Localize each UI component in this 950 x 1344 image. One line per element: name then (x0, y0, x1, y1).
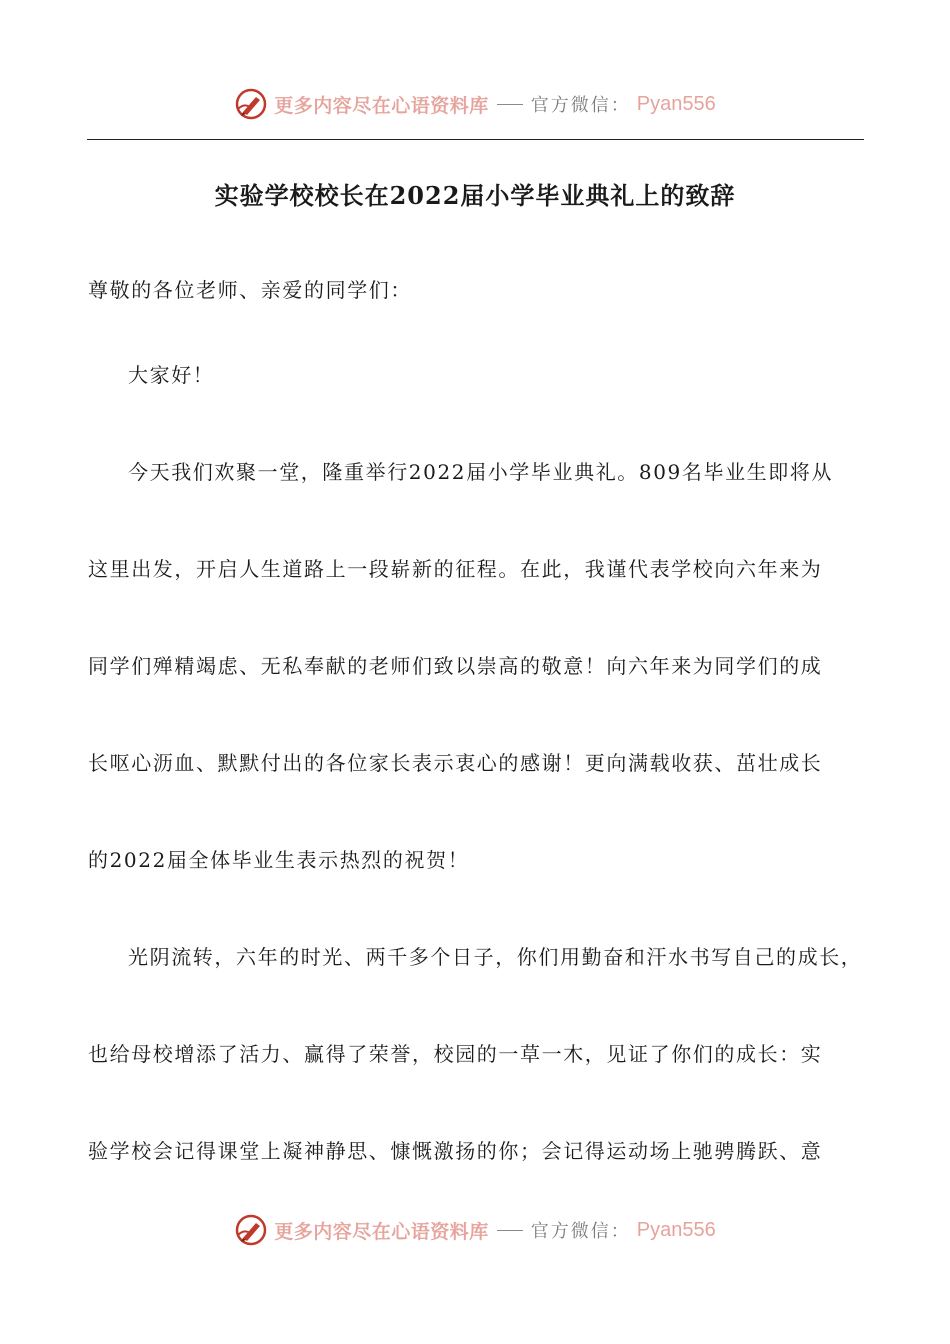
banner-brand-text: 更多内容尽在心语资料库 (274, 1220, 489, 1243)
document-body (88, 270, 868, 1200)
header-banner (0, 84, 950, 124)
paragraph-line: 今天我们欢聚一堂，隆重举行2022届小学毕业典礼。809名毕业生即将从 (128, 460, 834, 484)
paragraph-line: 这里出发，开启人生道路上一段崭新的征程。在此，我谨代表学校向六年来为 (88, 557, 823, 581)
banner-official-label: 官方微信： (530, 95, 631, 116)
paragraph-line: 长呕心沥血、默默付出的各位家长表示衷心的感谢！更向满载收获、茁壮成长 (88, 751, 823, 775)
header-divider (87, 139, 864, 140)
paragraph-line: 的2022届全体毕业生表示热烈的祝贺！ (88, 848, 470, 872)
banner-brand-text: 更多内容尽在心语资料库 (274, 94, 489, 117)
paragraph-line: 验学校会记得课堂上凝神静思、慷慨激扬的你；会记得运动场上驰骋腾跃、意 (88, 1139, 823, 1163)
banner-dash (497, 1230, 523, 1231)
salutation: 尊敬的各位老师、亲爱的同学们： (88, 278, 412, 302)
footer-banner (0, 1210, 950, 1250)
pen-logo-icon (234, 87, 268, 121)
pen-logo-icon (234, 1213, 268, 1247)
banner-wechat-id: Pyan556 (636, 92, 716, 115)
paragraph-1 (88, 424, 868, 909)
paragraph-2 (88, 909, 868, 1200)
paragraph-line: 同学们殚精竭虑、无私奉献的老师们致以崇高的敬意！向六年来为同学们的成 (88, 654, 823, 678)
banner-official-label: 官方微信： (530, 1221, 631, 1242)
paragraph-line: 光阴流转，六年的时光、两千多个日子，你们用勤奋和汗水书写自己的成长， (128, 945, 863, 969)
greeting: 大家好！ (128, 363, 215, 387)
banner-dash (497, 104, 523, 105)
banner-wechat-id: Pyan556 (636, 1218, 716, 1241)
document-title: 实验学校校长在2022届小学毕业典礼上的致辞 (214, 181, 736, 210)
paragraph-line: 也给母校增添了活力、赢得了荣誉，校园的一草一木，见证了你们的成长：实 (88, 1042, 823, 1066)
